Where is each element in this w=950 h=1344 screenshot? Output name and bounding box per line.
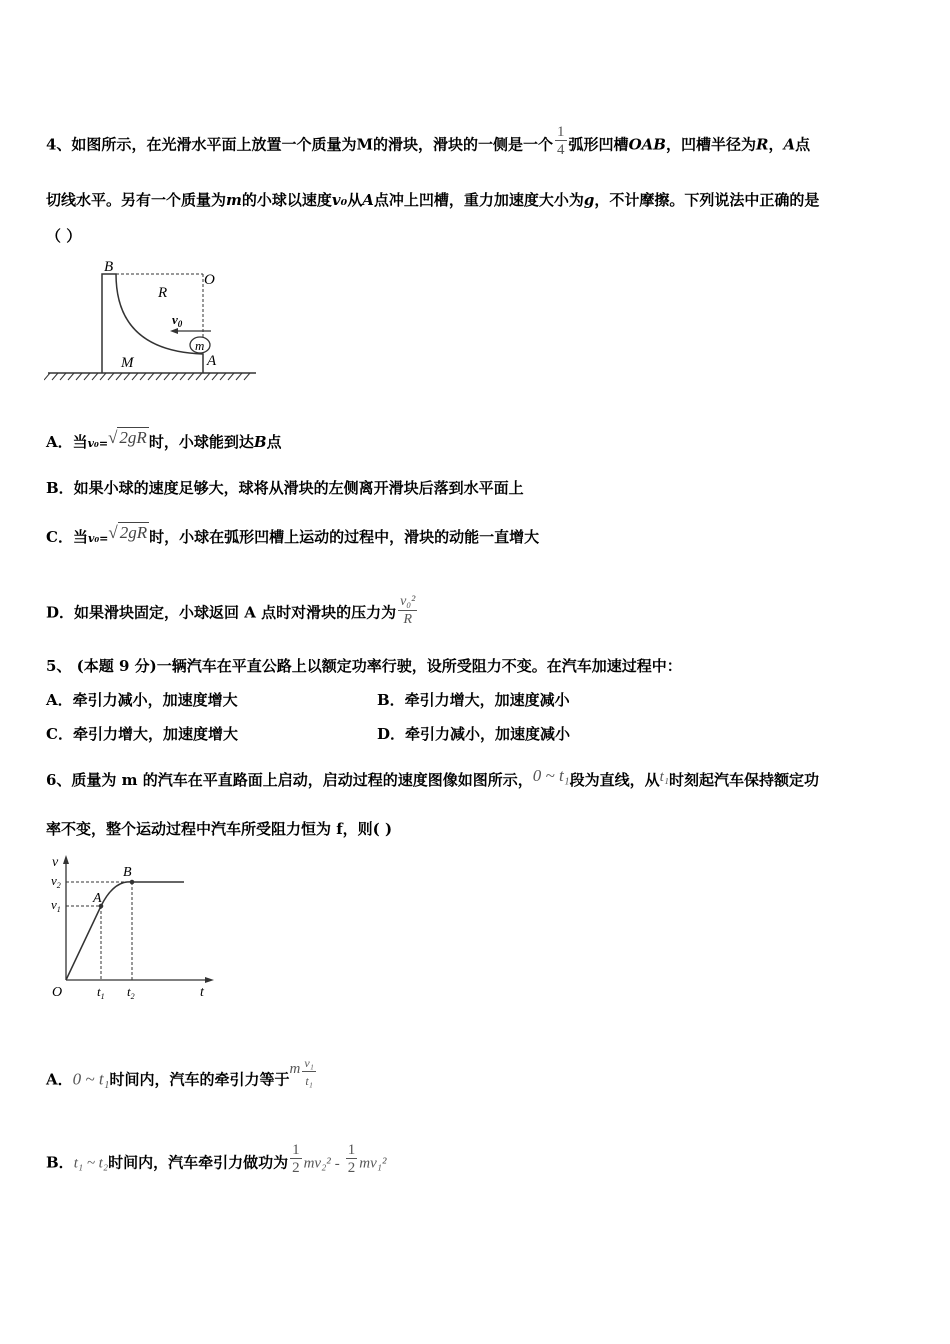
q5-opt-b-text: B．牵引力增大，加速度减小 (377, 691, 570, 709)
q4-a: A (783, 135, 796, 154)
q4-opt-a-v: v₀= (87, 437, 109, 450)
label-A: A (93, 891, 102, 906)
q5-option-c (46, 724, 238, 744)
y-axis-arrow (63, 855, 69, 864)
label-O: O (204, 272, 215, 288)
velocity-arrowhead (170, 328, 178, 334)
q4-opt-a-text: 时，小球能到达 (148, 433, 254, 451)
q6-opt-a-frac (302, 1055, 316, 1090)
q4-opt-a-label: A．当 (46, 433, 88, 451)
q6-stem-c: 时刻起汽车保持额定功 (669, 771, 820, 789)
q6-opt-b-half1-den: 2 (292, 1160, 300, 1176)
q4-stem-text-a: 4、如图所示，在光滑水平面上放置一个质量为M的滑块，滑块的一侧是一个 (46, 135, 554, 154)
q6-opt-a-range: 0 ~ t₁ (72, 1069, 110, 1089)
label-t: t (200, 985, 204, 1000)
q4-figure (44, 255, 264, 385)
q6-stem-a: 6、质量为 m 的汽车在平直路面上启动，启动过程的速度图像如图所示， (46, 771, 533, 789)
q6-stem-line2 (46, 819, 392, 839)
q4-g: g (583, 191, 595, 209)
q5-option-d (377, 724, 570, 744)
q4-frac-num: 1 (557, 124, 565, 140)
q4-opt-c-text: 时，小球在弧形凹槽上运动的过程中，滑块的动能一直增大 (149, 528, 540, 546)
q4-m: m (226, 191, 242, 209)
q4-stem-text-b: 弧形凹槽 (568, 135, 629, 154)
q4-opt-d-text: D．如果滑块固定，小球返回 A 点时对滑块的压力为 (46, 603, 397, 622)
q4-frac-den: 4 (557, 142, 565, 158)
q6-t1: t₁ (659, 769, 670, 785)
q6-opt-b-range: t₁ ~ t₂ (73, 1155, 109, 1172)
label-v0: $v_0$ (172, 312, 183, 329)
q4-opt-c-sqrt-rad: 2gR (119, 523, 148, 542)
q6-opt-b-half2-num: 1 (347, 1142, 356, 1158)
q4-opt-a-b: B (253, 433, 267, 451)
q5-option-a (46, 690, 238, 710)
q4-option-a (46, 428, 282, 454)
curve-segment (101, 882, 132, 906)
q4-opt-a-sqrt: √ 2gR (108, 428, 147, 447)
q4-option-d (46, 596, 419, 631)
q6-stem-line1 (46, 766, 820, 791)
label-t2: $t_2$ (127, 984, 135, 1001)
q6-opt-b-text: 时间内，汽车牵引力做功为 (108, 1153, 289, 1172)
label-B: B (104, 259, 114, 275)
q6-opt-b-term1: mv₂² (303, 1155, 331, 1172)
q6-opt-a-m: m (289, 1060, 301, 1077)
q5-opt-c-text: C．牵引力增大，加速度增大 (46, 725, 238, 743)
label-v1: $v_1$ (51, 897, 61, 914)
q6-opt-b-half2-den: 2 (347, 1160, 356, 1176)
q6-opt-b-label: B． (46, 1153, 74, 1172)
q6-opt-a-num: v₁ (304, 1056, 314, 1070)
q6-opt-b-half2 (346, 1142, 358, 1177)
label-v: v (52, 855, 59, 870)
q4-v0: v₀ (331, 191, 348, 209)
q5-opt-d-text: D．牵引力减小，加速度减小 (377, 725, 571, 743)
q6-opt-a-label: A． (46, 1070, 73, 1089)
q4-opt-c-sqrt: √ 2gR (108, 523, 148, 542)
ground-hatch (44, 373, 250, 380)
label-t1: $t_1$ (97, 984, 105, 1001)
q4-opt-b-text: B．如果小球的速度足够大，球将从滑块的左侧离开滑块后落到水平面上 (46, 479, 524, 497)
label-M: M (121, 355, 134, 371)
q6-graph (44, 852, 224, 1002)
q4-paren-text: （ ） (46, 227, 82, 245)
q5-option-b (377, 690, 570, 710)
q4-line2-a: 切线水平。另有一个质量为 (46, 191, 227, 209)
q4-r: R (755, 135, 769, 154)
q5-stem (46, 656, 682, 676)
q4-opt-d-den: R (403, 612, 413, 627)
label-B: B (123, 865, 132, 880)
q4-stem-text-c: ，凹槽半径为 (665, 135, 756, 154)
label-v2: $v_2$ (51, 873, 61, 890)
q5-opt-a-text: A．牵引力减小，加速度增大 (46, 691, 238, 709)
q4-line2-e: ，不计摩擦。下列说法中正确的是 (594, 191, 820, 209)
q6-opt-b-minus: - (334, 1155, 340, 1172)
q4-quarter-fraction (555, 124, 567, 159)
q4-opt-a-sqrt-rad: 2gR (119, 428, 147, 447)
q4-stem-text-e: 点 (795, 135, 811, 154)
q6-line2-text: 率不变，整个运动过程中汽车所受阻力恒为 f，则( ) (46, 820, 393, 838)
q4-line2-b: 的小球以速度 (241, 191, 332, 209)
q4-stem-text-d: ， (768, 135, 784, 154)
label-O: O (52, 985, 63, 1000)
linear-segment (66, 906, 101, 980)
q6-opt-a-den: t₁ (305, 1074, 313, 1088)
q6-opt-b-term2: mv₁² (359, 1155, 387, 1172)
point-B (130, 880, 135, 885)
q6-stem-b: 段为直线，从 (569, 771, 660, 789)
q4-oab: OAB (628, 135, 666, 154)
q6-opt-b-half1 (290, 1142, 302, 1177)
q6-option-a (46, 1056, 318, 1098)
q6-opt-a-text: 时间内，汽车的牵引力等于 (109, 1070, 290, 1089)
x-axis-arrow (205, 977, 214, 983)
slider-block (102, 274, 203, 373)
label-A: A (207, 353, 217, 369)
q4-answer-paren (46, 226, 81, 246)
q4-opt-c-v: v₀= (87, 532, 109, 545)
q6-opt-b-half1-num: 1 (292, 1142, 300, 1158)
label-R: R (158, 285, 168, 301)
q4-option-c (46, 523, 539, 549)
q4-opt-d-num: v₀² (400, 594, 416, 609)
q4-stem-line1 (46, 124, 811, 163)
q5-stem-text: 5、 (本题 9 分)一辆汽车在平直公路上以额定功率行驶，设所受阻力不变。在汽车加速过程中： (46, 657, 682, 675)
q4-opt-d-frac (398, 594, 417, 629)
q4-line2-c: 从 (347, 191, 363, 209)
q4-a-2: A (362, 191, 374, 209)
q6-option-b (46, 1142, 387, 1181)
q4-line2-d: 点冲上凹槽，重力加速度大小为 (373, 191, 584, 209)
q4-stem-line2 (46, 190, 819, 210)
q4-opt-a-end: 点 (266, 433, 282, 451)
q4-option-b (46, 478, 524, 498)
label-m: m (195, 338, 205, 353)
q4-opt-c-label: C．当 (46, 528, 88, 546)
q6-range1: 0 ~ t₁ (532, 766, 570, 785)
